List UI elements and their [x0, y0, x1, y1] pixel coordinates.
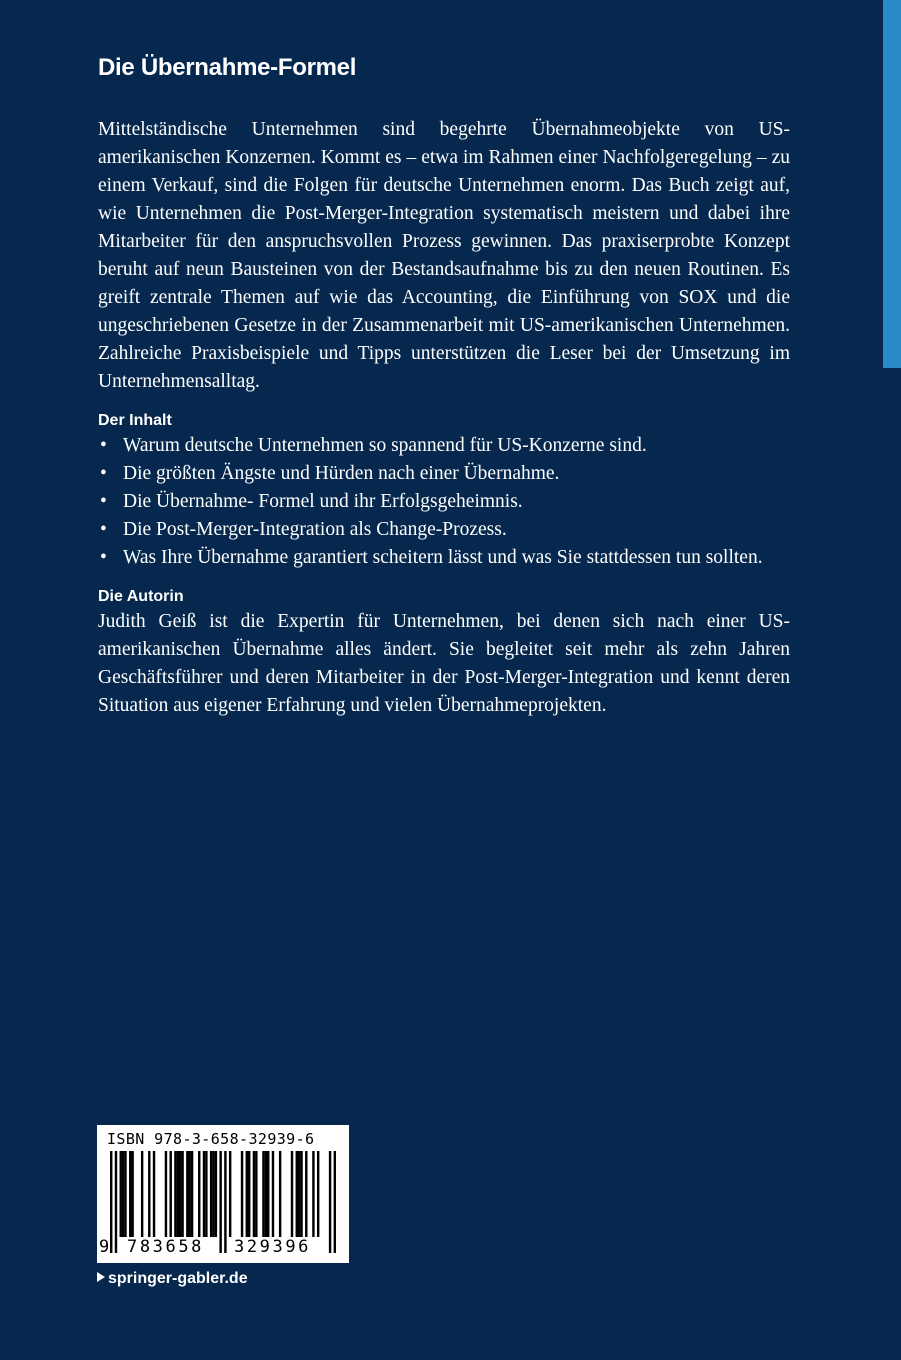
barcode-bar [265, 1151, 267, 1237]
author-bio: Judith Geiß ist die Expertin für Unternehmen, bei denen sich nach einer US-amerikanischen Übernahme alles ändert. Sie begleitet seit mehr als zehn Jahren Geschäftsführer und deren Mitarbeiter in der Post-Merger-Integration und kennt deren Situation aus eigener Erfahrung und vielen Übernahmeprojekten. [98, 611, 790, 716]
barcode-bar [255, 1151, 257, 1237]
book-title: Die Übernahme-Formel [98, 54, 357, 81]
barcode-bar [296, 1151, 298, 1237]
barcode-bar [203, 1151, 205, 1237]
barcode-bar [198, 1151, 200, 1237]
barcode-bar [174, 1151, 176, 1237]
barcode-bar [120, 1151, 122, 1237]
list-item [98, 432, 790, 460]
barcode-bar [148, 1151, 150, 1237]
bullet-icon: • [100, 491, 107, 512]
list-item [98, 460, 790, 488]
barcode-guard-bar [115, 1151, 117, 1253]
barcode-bar [248, 1151, 250, 1237]
publisher-link-text: springer-gabler.de [108, 1270, 248, 1287]
description-text: Mittelständische Unternehmen sind begehrte Übernahmeobjekte von US-amerikanischen Konzernen. Kommt es – etwa im Rahmen einer Nachfolgeregelung – zu einem Verkauf, sind die Folgen für deutsche Unternehmen enorm. Das Buch zeigt auf, wie Unternehmen die Post-Merger-Integration systematisch meistern und dabei ihre Mitarbeiter für den anspruchsvollen Prozess gewinnen. Das praxiserprobte Konzept beruht auf neun Bausteinen von der Bestandsaufnahme bis zu den neuen Routinen. Es greift zentrale Themen auf wie das Accounting, die Einführung von SOX und die ungeschriebenen Gesetze in der Zusammenarbeit mit US-amerikanischen Unternehmen. Zahlreiche Praxisbeispiele und Tipps unterstützen die Leser bei der Umsetzung im Unternehmensalltag. [98, 119, 790, 392]
list-item-text: Die größten Ängste und Hürden nach einer Übernahme. [123, 463, 560, 484]
barcode-bar [267, 1151, 269, 1237]
barcode-guard-bar [219, 1151, 221, 1253]
barcode-guard-bar [110, 1151, 112, 1253]
barcode-bar [205, 1151, 207, 1237]
barcode-bar [298, 1151, 300, 1237]
list-item [98, 488, 790, 516]
bullet-icon: • [100, 547, 107, 568]
barcode-bar [300, 1151, 302, 1237]
barcode-bar [215, 1151, 217, 1237]
barcode-guard-bar [224, 1151, 226, 1253]
barcode-bar [212, 1151, 214, 1237]
list-item [98, 516, 790, 544]
list-item-text: Warum deutsche Unternehmen so spannend für US-Konzerne sind. [123, 435, 647, 456]
list-item-text: Was Ihre Übernahme garantiert scheitern lässt und was Sie stattdessen tun sollten. [123, 547, 763, 568]
barcode-digits-right: 329396 [234, 1237, 312, 1257]
barcode-bar [291, 1151, 293, 1237]
isbn-label: ISBN 978-3-658-32939-6 [107, 1130, 315, 1148]
barcode-bar [305, 1151, 307, 1237]
barcode-bar [317, 1151, 319, 1237]
barcode-bar [186, 1151, 188, 1237]
play-arrow-icon [97, 1272, 105, 1282]
barcode-bar [189, 1151, 191, 1237]
barcode-bar [272, 1151, 274, 1237]
barcode-bar [312, 1151, 314, 1237]
barcode-bar [241, 1151, 243, 1237]
list-item-text: Die Übernahme- Formel und ihr Erfolgsgeheimnis. [123, 491, 523, 512]
barcode-bar [153, 1151, 155, 1237]
bullet-icon: • [100, 435, 107, 456]
barcode-bar [181, 1151, 183, 1237]
accent-stripe [883, 0, 901, 368]
barcode-bar [165, 1151, 167, 1237]
list-item-text: Die Post-Merger-Integration als Change-Prozess. [123, 519, 507, 540]
barcode-bar [124, 1151, 126, 1237]
contents-list [98, 432, 790, 572]
publisher-link[interactable] [97, 1270, 248, 1288]
barcode-bar [131, 1151, 133, 1237]
author-section [98, 588, 790, 720]
barcode-digit-first: 9 [99, 1237, 110, 1257]
barcode-bar [279, 1151, 281, 1237]
barcode-bar [262, 1151, 264, 1237]
barcode-bar [177, 1151, 179, 1237]
barcode-bar [179, 1151, 181, 1237]
barcode-bar [169, 1151, 171, 1237]
barcode-bar [191, 1151, 193, 1237]
contents-heading: Der Inhalt [98, 412, 172, 429]
barcode-bar [253, 1151, 255, 1237]
isbn-barcode [97, 1125, 349, 1263]
barcode-bar [122, 1151, 124, 1237]
list-item [98, 544, 790, 572]
contents-section [98, 412, 790, 572]
barcode-bar [141, 1151, 143, 1237]
barcode-bar [210, 1151, 212, 1237]
barcode-bar [246, 1151, 248, 1237]
barcode-bar [129, 1151, 131, 1237]
barcode-bar [229, 1151, 231, 1237]
barcode-guard-bar [329, 1151, 331, 1253]
bullet-icon: • [100, 519, 107, 540]
bullet-icon: • [100, 463, 107, 484]
back-cover-content [98, 54, 790, 720]
barcode-digits-left: 783658 [127, 1237, 205, 1257]
barcode-guard-bar [334, 1151, 336, 1253]
author-heading: Die Autorin [98, 588, 184, 605]
